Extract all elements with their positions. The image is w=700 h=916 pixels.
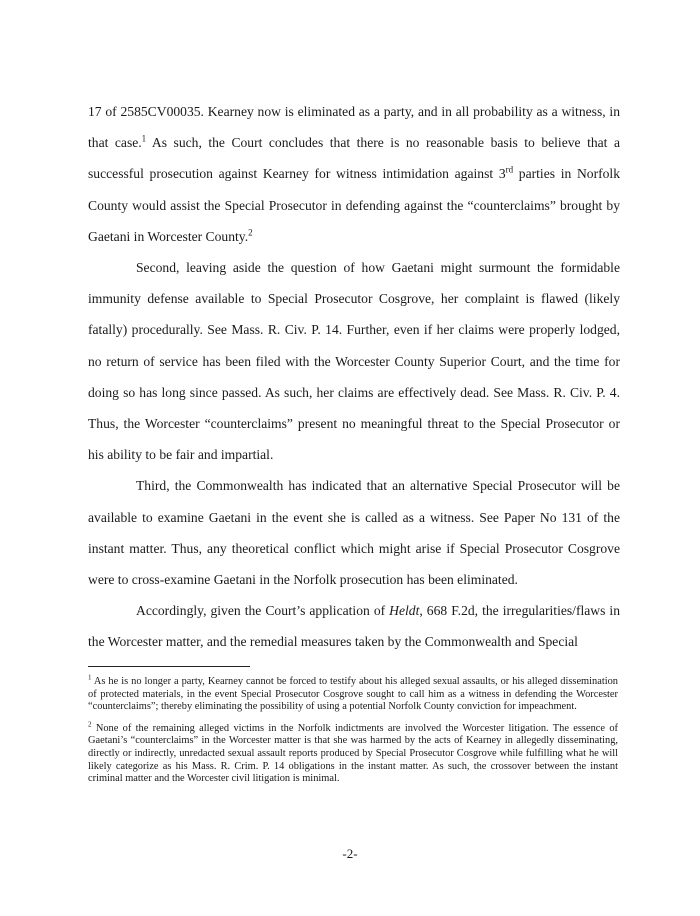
- footnote-2-number: 2: [88, 720, 92, 729]
- paragraph-4: [88, 595, 620, 657]
- paragraph-1-text-b: As such, the Court concludes that there is no reasonable basis to believe that a successful prosecution against Kearney for witness intimidation against 3: [88, 135, 620, 182]
- case-citation: Heldt: [389, 603, 420, 619]
- paragraph-4-text-a: Accordingly, given the Court’s application of: [136, 603, 390, 619]
- footnote-1-number: 1: [88, 673, 92, 682]
- page-number: -2-: [342, 846, 358, 861]
- paragraph-4-text-b: , 668 F.2d, the irregularities/flaws in the Worcester matter, and the remedial measures taken by the Commonwealth and Special: [88, 603, 620, 650]
- paragraph-1-text-a: 17 of 2585CV00035. Kearney now is eliminated as a party, and in all probability as a witness, in that case.: [88, 104, 620, 151]
- footnote-1: [88, 673, 618, 714]
- paragraph-2: Second, leaving aside the question of how Gaetani might surmount the formidable immunity defense available to Special Prosecutor Cosgrove, her complaint is flawed (likely fatally) procedurally. See Mass. R. Civ. P. 14. Further, even if her claims were properly lodged, no return of service has been filed with the Worcester County Superior Court, and the time for doing so has long since passed. As such, her claims are effectively dead. See Mass. R. Civ. P. 4. Thus, the Worcester “counterclaims” present no meaningful threat to the Special Prosecutor or his ability to be fair and impartial.: [88, 260, 620, 463]
- paragraph-1: [88, 96, 620, 252]
- footnote-2-text: None of the remaining alleged victims in the Norfolk indictments are involved the Worcester litigation. The essence of Gaetani’s “counterclaims” in the Worcester matter is that she was harmed by the acts of Kearney in allegedly disseminating, directly or indirectly, unredacted sexual assault reports produced by Special Prosecutor Cosgrove while fulfilling what he will likely categorize as his Mass. R. Crim. P. 14 obligations in the instant matter. As such, the crossover between the instant criminal matter and the Worcester civil litigation is minimal.: [88, 722, 618, 785]
- body-text: [88, 96, 620, 658]
- footnote-ref-2: 2: [248, 227, 253, 238]
- footnote-divider: [88, 666, 250, 667]
- paragraph-1-text-c: parties in Norfolk County would assist the Special Prosecutor in defending against the “counterclaims” brought by Gaetani in Worcester County.: [88, 166, 620, 244]
- footnote-1-text: As he is no longer a party, Kearney cannot be forced to testify about his alleged sexual assaults, or his alleged dissemination of protected materials, in the event Special Prosecutor Cosgrove sought to call him as a witness in defending the Worcester “counterclaims”; thereby eliminating the possibility of using a potential Norfolk County conviction for impeachment.: [88, 676, 618, 713]
- paragraph-3: Third, the Commonwealth has indicated that an alternative Special Prosecutor will be available to examine Gaetani in the event she is called as a witness. See Paper No 131 of the instant matter. Thus, any theoretical conflict which might arise if Special Prosecutor Cosgrove were to cross-examine Gaetani in the Norfolk prosecution has been eliminated.: [88, 478, 620, 588]
- footnote-ref-1: 1: [141, 133, 147, 144]
- footnote-2: [88, 720, 618, 786]
- ordinal-suffix: rd: [505, 164, 514, 175]
- footnotes: [88, 673, 618, 795]
